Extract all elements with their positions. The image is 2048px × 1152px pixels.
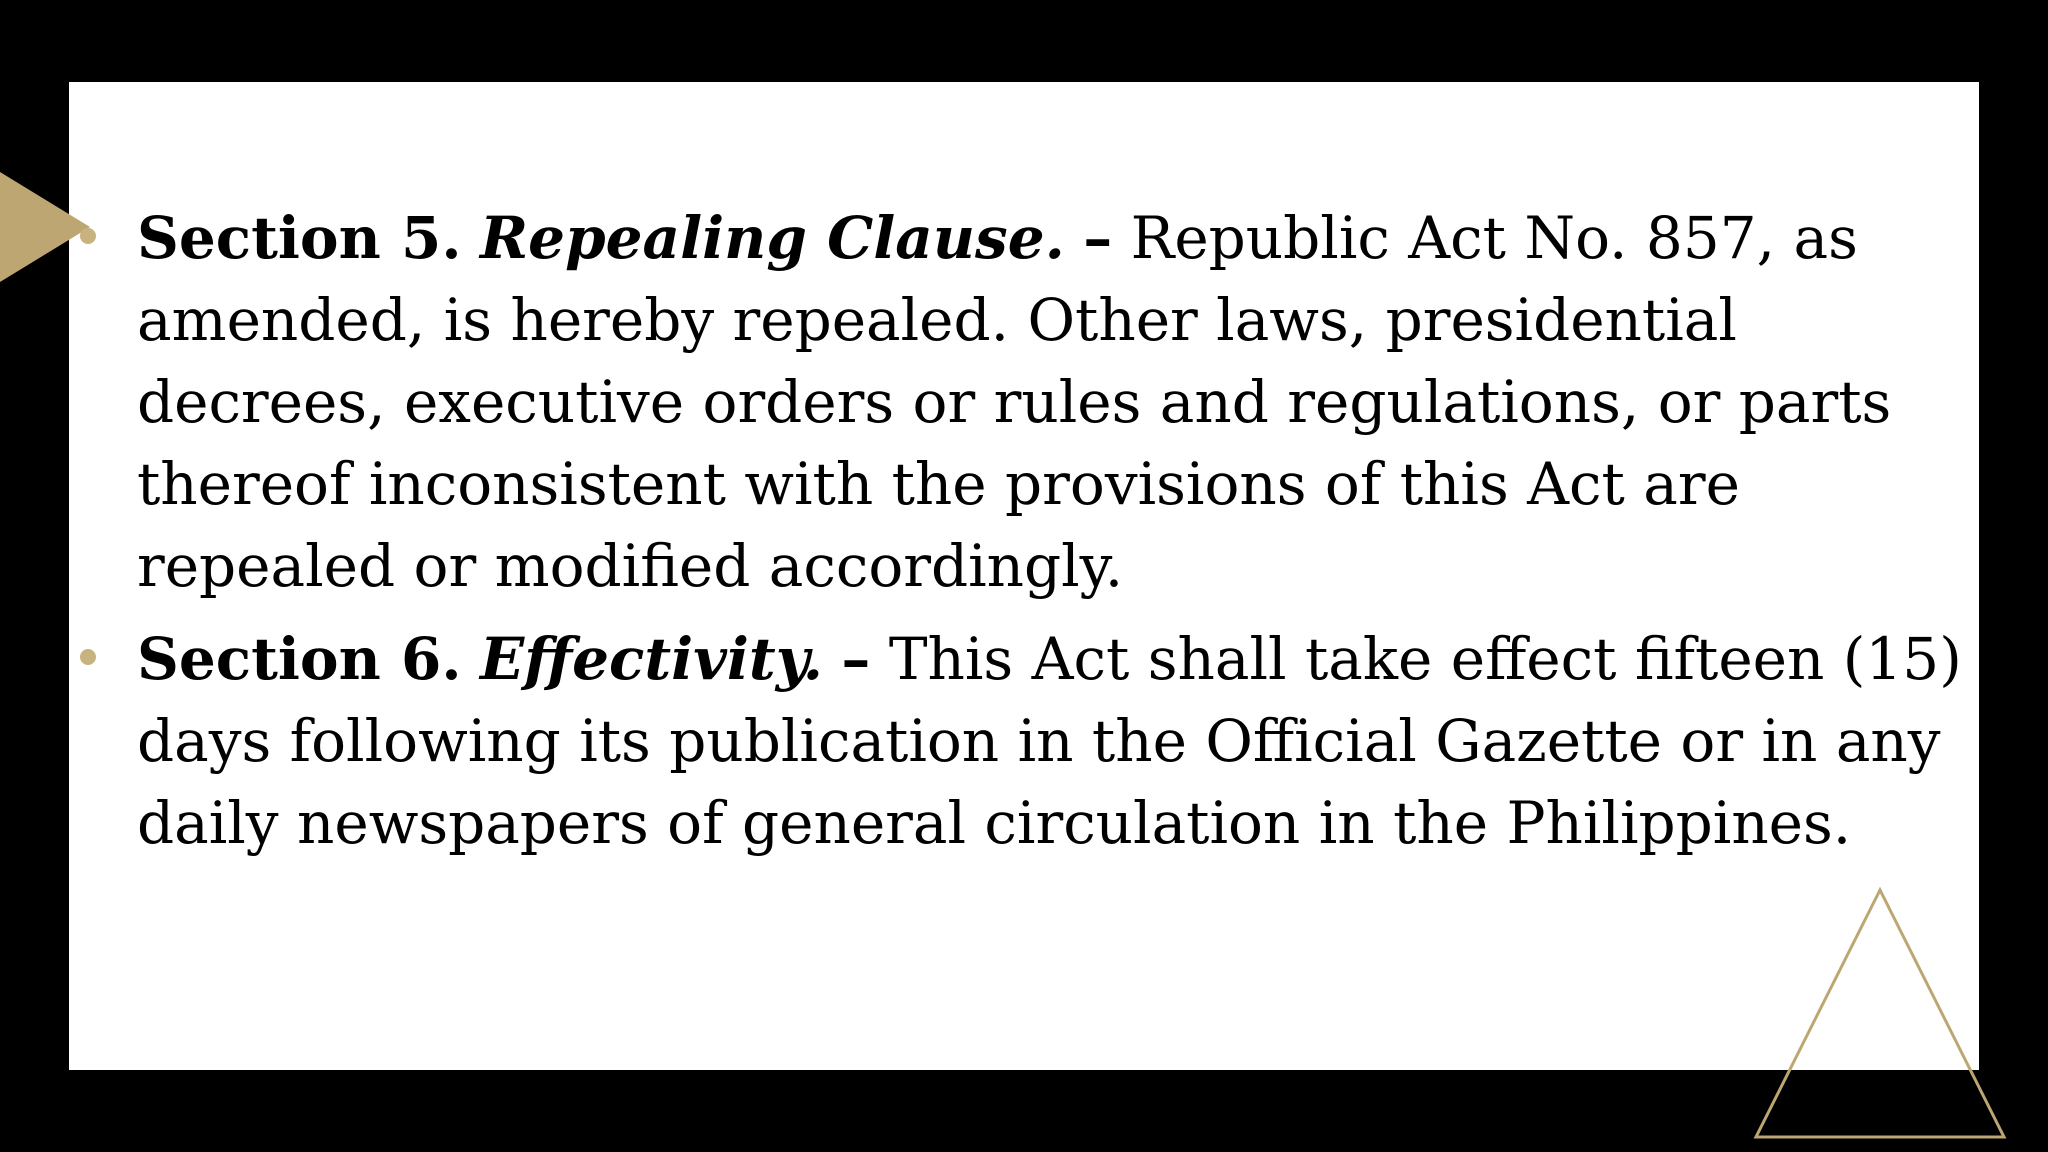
section-body: This Act shall take effect fifteen (15) days following its publication in the Official Gazette or in any daily newspapers of general circulation in the Philippines. [137, 625, 1962, 857]
bullet-dot-icon [80, 228, 96, 244]
section-number: Section 5. [137, 204, 462, 272]
section-title: Repealing Clause. [479, 204, 1065, 272]
section-5-item [80, 197, 1980, 607]
gold-triangle-arrow-icon [0, 172, 90, 282]
section-list [80, 197, 1980, 875]
section-title: Effectivity. [479, 625, 823, 693]
bullet-dot-icon [80, 649, 96, 665]
section-number: Section 6. [137, 625, 462, 693]
section-separator: – [841, 625, 871, 693]
section-separator: – [1083, 204, 1113, 272]
section-body: Republic Act No. 857, as amended, is hereby repealed. Other laws, presidential decrees, executive orders or rules and regulations, or parts thereof inconsistent with the provisions of this Act are repealed or modified accordingly. [137, 204, 1892, 600]
section-6-item [80, 618, 1980, 864]
gold-outline-triangle-icon [1750, 886, 2010, 1142]
